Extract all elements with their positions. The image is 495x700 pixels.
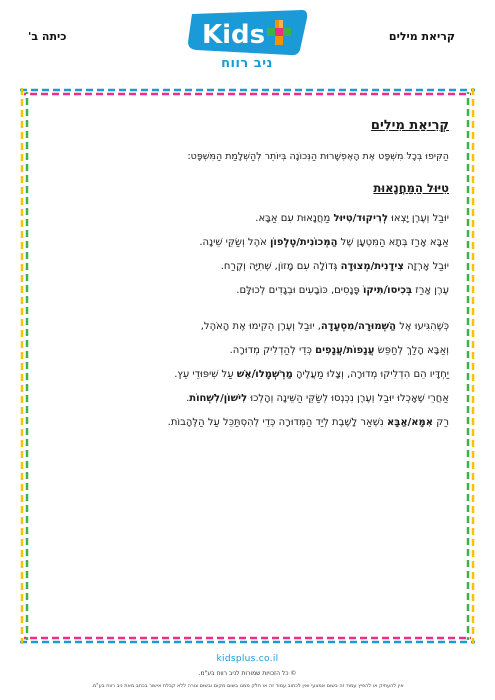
story-sentence <box>40 212 449 226</box>
header-grade-label: כיתה ב' <box>28 30 67 43</box>
sentence-text: מַחֲנָאוּת עִם אַבָּא. <box>255 213 334 224</box>
sentence-text: . <box>186 393 190 404</box>
sentence-text: עַל שִׁיפּוּדֵי עֵץ. <box>174 369 237 380</box>
header-topic-label: קריאת מילים <box>388 30 455 43</box>
sentence-text: גְּדוֹלָה עִם מָזוֹן, שְׁתִיָּה וְקֶרַח. <box>220 261 341 272</box>
worksheet-content <box>40 118 455 430</box>
answer-options[interactable]: אִמָּא/אַבָּא <box>386 417 434 428</box>
story-sentence <box>40 344 449 358</box>
sentence-text: עֶרֶן אָרַז <box>412 285 449 296</box>
sentence-text: אֹהֶל וְשַׂקֵּי שֵׁינָה. <box>199 237 270 248</box>
story-sentence <box>40 392 449 406</box>
story-lines <box>40 212 455 430</box>
sentence-text: וְאַבָּא הָלַךְ לְחַפֵּשׂ <box>374 345 449 356</box>
footer-copyright: © כל הזכויות שמורות לניב רווח בע"מ. <box>198 670 297 677</box>
sentence-text: פָּנָסִים, כּוֹבָעִים וּבְגָדִים לְכוּלָּם. <box>236 285 363 296</box>
sentence-text: אַבָּא אָרַז בְּתָא הַמִּטְעָן שֶׁל <box>337 237 449 248</box>
answer-options[interactable]: צִידָנִית/מְצוּדָה <box>340 261 404 272</box>
sentence-text: נִשְׁאַר לָשֶׁבֶת לְיַד הַמְּדוּרָה כְּדֵי לְהִסְתַּכֵּל עַל הַלֶּהָבוֹת. <box>167 417 387 428</box>
story-sentence <box>40 320 449 334</box>
answer-options[interactable]: עֲנָפוֹת/עֲנָפִים <box>315 345 375 356</box>
sentence-text: כְּדֵי לְהַדְלִיק מְדוּרָה. <box>229 345 316 356</box>
story-sentence <box>40 368 449 382</box>
story-sentence <box>40 236 449 250</box>
logo-subtitle: ניב רווח <box>221 56 273 71</box>
sentence-text: אַחֲרֵי שֶׁאָכְלוּ יוּבַל וְעֶרֶן נִכְנְסוּ לְשַׂקֵּי הַשֵּׁינָה וְהָלְכוּ <box>247 393 449 404</box>
answer-options[interactable]: בְּכִיסוֹ/תִּיקוֹ <box>362 285 413 296</box>
footer-website: kidsplus.co.il <box>216 654 279 664</box>
story-title: טִיּוּל הַמַּחֲנָאוּת <box>373 181 449 195</box>
kids-plus-logo <box>182 10 312 72</box>
sentence-text: , יוּבַל וְעֶרֶן הֵקִימוּ אֶת הָאֹהֶל, <box>200 321 321 332</box>
story-sentence <box>40 284 449 298</box>
sentence-text: רַק <box>433 417 449 428</box>
worksheet-instruction: הַקִּיפוּ בְּכָל מִשְׁפָּט אֶת הָאֶפְשָׁרוּת הַנְּכוֹנָה בְּיוֹתֵר לְהַשְׁלָמַת הַמִּשְׁפָּט: <box>187 151 449 162</box>
worksheet-title: קְרִיאַת מִילִים <box>370 118 449 133</box>
answer-options[interactable]: לְרִיקוּד/טִיּוּל <box>333 213 388 224</box>
answer-options[interactable]: הַמְּכוֹנִית/טֶלֶפוֹן <box>270 237 338 248</box>
story-sentence <box>40 260 449 274</box>
sentence-text: יוּבַל אָרְזָה <box>403 261 449 272</box>
sentence-text: כְּשֶׁהִגִּיעוּ אֶל <box>396 321 449 332</box>
sentence-text: יַחְדָּיו הֵם הִדְלִיקוּ מְדוּרָה, וְצָלוּ מַעֲלֶיהָ <box>292 369 449 380</box>
footer-legal-notice: אין להעתיק או להפיץ עמוד זה בשום אמצעי ואין לכתוב עמוד זה או חלק ממנו בשום מקום ובשום צורה ללא קבלת אישור בכתב מאת ניב רווח בע"מ. <box>91 683 404 689</box>
answer-options[interactable]: לִישׁוֹן/לִשְׁחוֹת <box>189 393 248 404</box>
logo-text: Kids <box>202 20 266 50</box>
story-sentence <box>40 416 449 430</box>
answer-options[interactable]: מַרְשְׁמָלוֹ/אֵשׁ <box>236 369 293 380</box>
answer-options[interactable]: הַשְּׁמוּרָה/מִסְעָדָה <box>320 321 397 332</box>
sentence-text: יוּבַל וְעֶרֶן יָצְאוּ <box>388 213 449 224</box>
